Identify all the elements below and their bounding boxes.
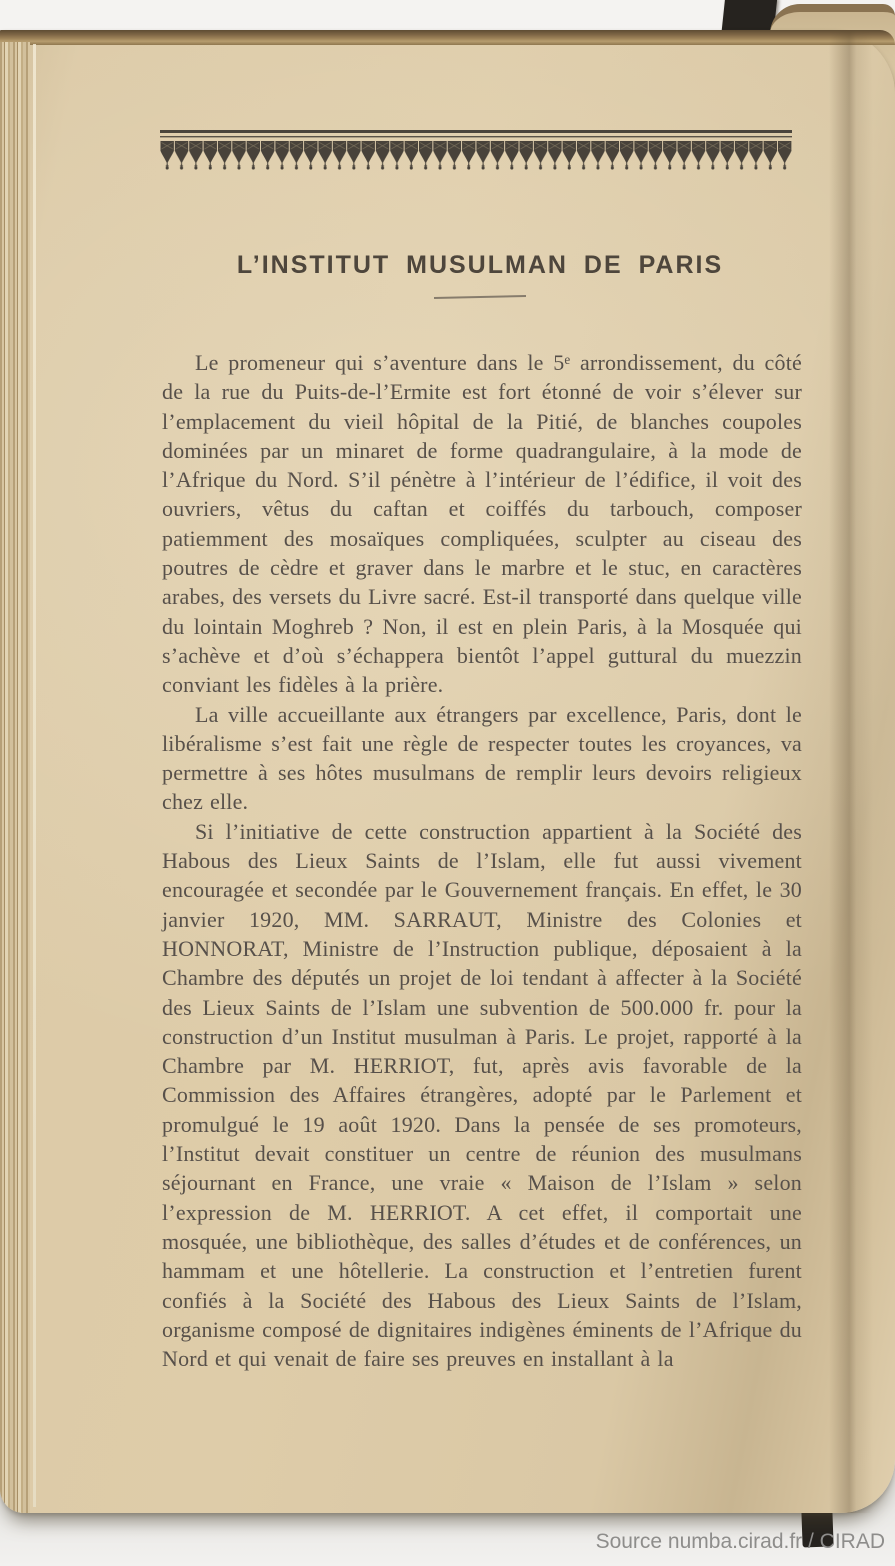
ornamental-frieze: [160, 130, 792, 172]
page-edge-stack-top: [0, 30, 895, 45]
title-divider: [160, 296, 800, 298]
paragraph: Le promeneur qui s’aventure dans le 5ᵉ arrondissement, du côté de la rue du Puits-de-l’Ermite est fort étonné de voir s’élever sur l’emplacement du vieil hôpital de la Pitié, de blanches coupoles dominées par un minaret de forme quadrangulaire, à la mode de l’Afrique du Nord. S’il pénètre à l’intérieur de l’édifice, il voit des ouvriers, vêtus du caftan et coiffés du tarbouch, composer patiemment des mosaïques compliquées, sculpter au ciseau des poutres de cèdre et graver dans le marbre et le stuc, en caractères arabes, des versets du Livre sacré. Est-il transporté dans quelque ville du lointain Moghreb ? Non, il est en plein Paris, à la Mosquée qui s’achève et d’où s’échappera bientôt l’appel guttural du muezzin conviant les fidèles à la prière.: [162, 350, 802, 698]
book-page: [0, 30, 895, 1513]
page-edge-stack-left: [0, 42, 30, 1513]
source-watermark: Source numba.cirad.fr / CIRAD: [595, 1530, 885, 1553]
body-text: [162, 348, 802, 1373]
paragraph: Si l’initiative de cette construction appartient à la Société des Habous des Lieux Saints de l’Islam, elle fut aussi vivement encouragée et secondée par le Gouvernement français. En effet, le 30 janvier 1920, MM. SARRAUT, Ministre des Colonies et HONNORAT, Ministre de l’Instruction publique, déposaient à la Chambre des députés un projet de loi tendant à affecter à la Société des Lieux Saints de l’Islam une subvention de 500.000 fr. pour la construction d’un Institut musulman à Paris. Le projet, rapporté à la Chambre par M. HERRIOT, fut, après avis favorable de la Commission des Affaires étrangères, adopté par le Parlement et promulgué le 19 août 1920. Dans la pensée de ses promoteurs, l’Institut devait constituer un centre de réunion des musulmans séjournant en France, une vraie « Maison de l’Islam » selon l’expression de M. HERRIOT. A cet effet, il comportait une mosquée, une bibliothèque, des salles d’études et de conférences, un hammam et une hôtellerie. La construction et l’entretien furent confiés à la Société des Habous des Lieux Saints de l’Islam, organisme composé de dignitaires indigènes éminents de l’Afrique du Nord et qui venait de faire ses preuves en installant à la: [162, 818, 802, 1372]
moorish-arch-frieze-icon: [160, 130, 792, 172]
page-fold-shadow: [829, 30, 873, 1513]
page-edge-highlight: [33, 44, 36, 1507]
paragraph: La ville accueillante aux étrangers par excellence, Paris, dont le libéralisme s’est fait une règle de respecter toutes les croyances, va permettre à ses hôtes musulmans de remplir leurs devoirs religieux chez elle.: [162, 701, 802, 815]
page-title: L’INSTITUT MUSULMAN DE PARIS: [236, 251, 724, 279]
